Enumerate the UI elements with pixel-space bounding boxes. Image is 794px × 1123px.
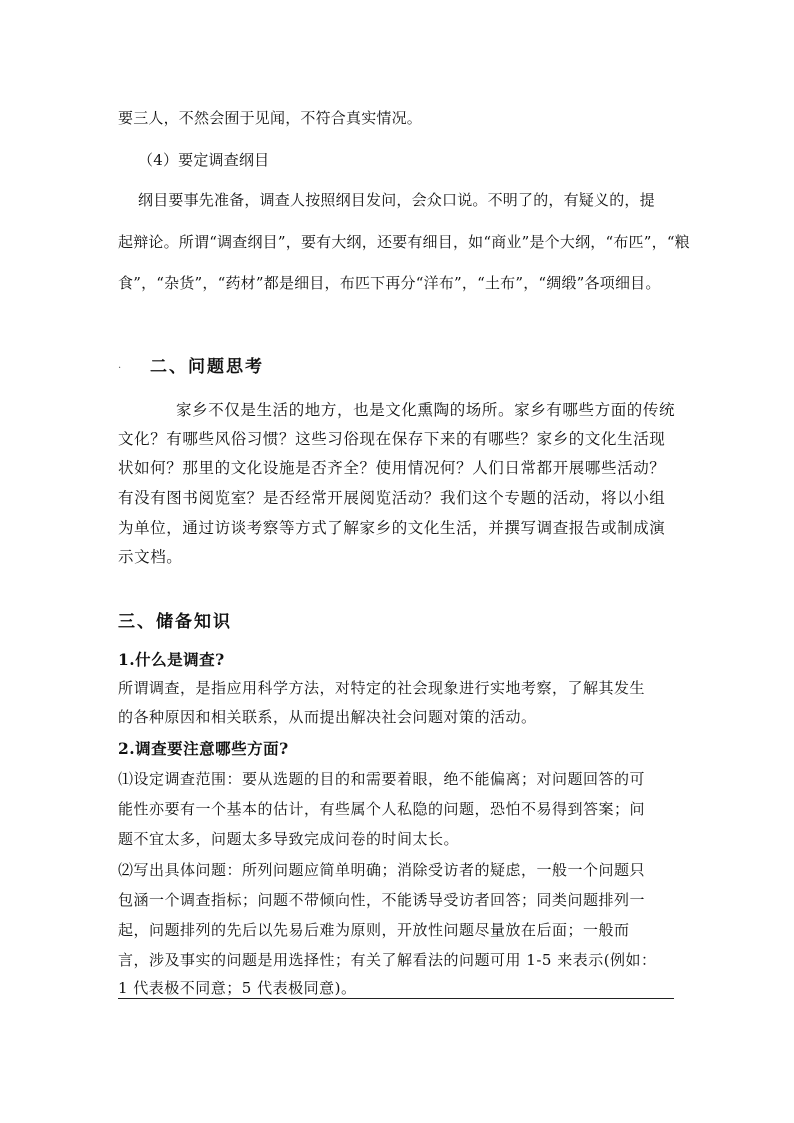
paragraph-line: 文化？有哪些风俗习惯？这些习俗现在保存下来的有哪些？家乡的文化生活现 <box>118 430 666 448</box>
paragraph-line: 题不宜太多，问题太多导致完成问卷的时间太长。 <box>118 830 460 848</box>
paragraph-line: 起辩论。所谓“调查纲目”，要有大纲，还要有细目，如“商业”是个大纲，“布匹”，“粮 <box>118 233 690 251</box>
section-heading: 二、问题思考 <box>150 357 264 377</box>
paragraph-line: 言，涉及事实的问题是用选择性；有关了解看法的问题可用 1-5 来表示(例如： <box>118 951 657 969</box>
paragraph-line: 起，问题排列的先后以先易后难为原则，开放性问题尽量放在后面；一般而 <box>118 921 630 939</box>
question-heading: 2.调查要注意哪些方面? <box>118 739 289 758</box>
paragraph-line: 包涵一个调查指标；问题不带倾向性，不能诱导受访者回答；同类问题排列一 <box>118 891 646 909</box>
paragraph-line: 家乡不仅是生活的地方，也是文化熏陶的场所。家乡有哪些方面的传统 <box>176 401 676 419</box>
paragraph-line: ⑵写出具体问题：所列问题应简单明确；消除受访者的疑虑，一般一个问题只 <box>118 861 646 879</box>
paragraph-line: 所谓调查，是指应用科学方法，对特定的社会现象进行实地考察，了解其发生 <box>118 679 646 697</box>
paragraph-line: 能性亦要有一个基本的估计，有些属个人私隐的问题，恐怕不易得到答案；问 <box>118 800 646 818</box>
question-heading: 1.什么是调查? <box>118 650 225 669</box>
paragraph-line: 示文档。 <box>118 548 183 566</box>
paragraph-line: 状如何？那里的文化设施是否齐全？使用情况何？人们日常都开展哪些活动？ <box>118 459 666 477</box>
paragraph-line: 的各种原因和相关联系，从而提出解决社会问题对策的活动。 <box>118 708 537 726</box>
list-marker: . <box>118 360 122 371</box>
paragraph-line: 纲目要事先准备，调查人按照纲目发问，会众口说。不明了的，有疑义的，提 <box>138 191 655 209</box>
bottom-rule <box>118 998 674 999</box>
continued-text-line: 要三人，不然会囿于见闻，不符合真实情况。 <box>118 109 423 127</box>
paragraph-line: 食”，“杂货”，“药材”都是细目，布匹下再分“洋布”，“土布”，“绸缎”各项细目。 <box>118 274 661 292</box>
paragraph-line: 为单位，通过访谈考察等方式了解家乡的文化生活，并撰写调查报告或制成演 <box>118 519 666 537</box>
paragraph-line: 1 代表极不同意；5 代表极同意)。 <box>118 979 357 997</box>
paragraph-line: 有没有图书阅览室？是否经常开展阅览活动？我们这个专题的活动，将以小组 <box>118 489 666 507</box>
paragraph-line: ⑴设定调查范围：要从选题的目的和需要着眼，绝不能偏离；对问题回答的可 <box>118 770 646 788</box>
section-heading: 三、储备知识 <box>118 612 232 632</box>
sub-heading: （4）要定调查纲目 <box>138 151 270 169</box>
